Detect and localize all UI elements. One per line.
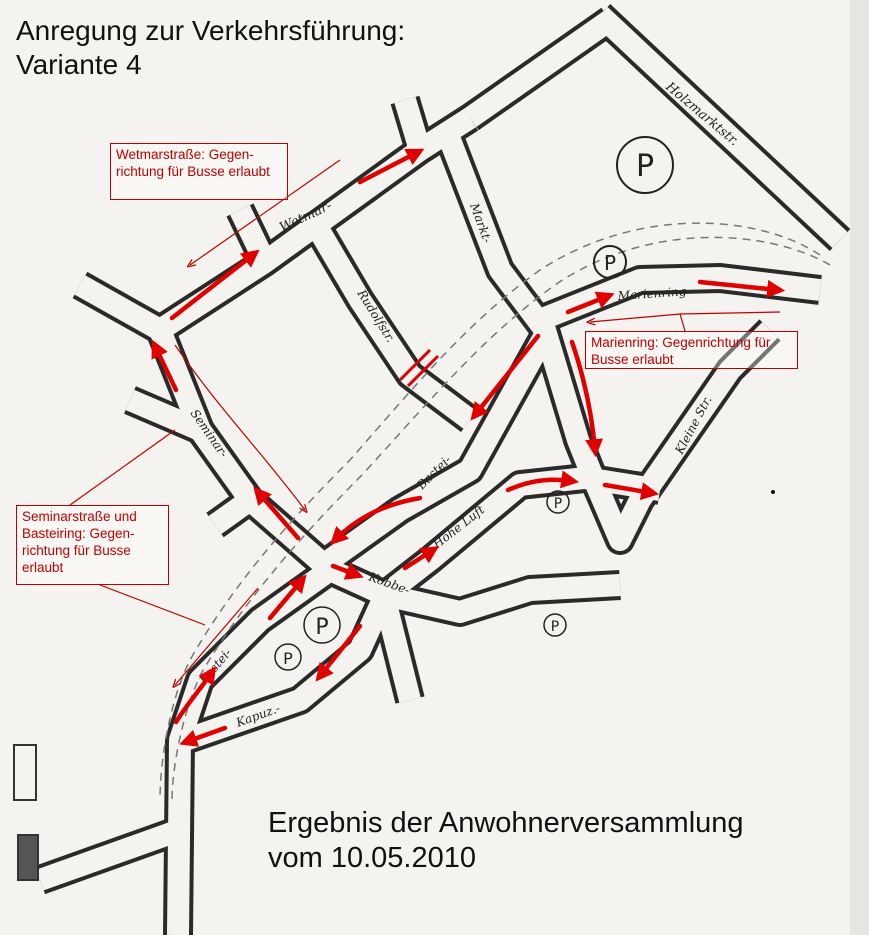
street-label-marien: Marienring — [617, 284, 687, 303]
street-label-hohe-luft: Hohe Luft — [430, 502, 488, 552]
parking-icon — [304, 607, 340, 643]
annotation-marien: Marienring: Gegenrichtung für Busse erlaubt — [585, 331, 798, 369]
paper-edge — [850, 0, 869, 935]
building-hatch — [14, 745, 38, 880]
parking-letter: P — [550, 619, 560, 635]
marien-leader — [680, 314, 685, 331]
parking-icon — [617, 137, 673, 193]
street-label-holzmarkt: Holzmarktstr. — [662, 79, 742, 150]
parking-icon — [594, 246, 626, 278]
parking-icon — [544, 614, 566, 636]
result-line2: vom 10.05.2010 — [268, 842, 476, 874]
street-label-wetmar: Wetmar- — [277, 198, 335, 236]
stray-dot — [771, 490, 775, 494]
street-label-bastei-upper: Bastei- — [414, 452, 454, 493]
street-label-koebbe: Kobbe- — [366, 569, 412, 598]
parking-letter: P — [283, 649, 293, 668]
street-label-bastei-lower: Bastei- — [196, 645, 235, 687]
map-title — [16, 14, 405, 82]
parking-letter: P — [315, 615, 329, 640]
street-label-rudolf: Rudolfstr. — [354, 287, 398, 345]
street-label-seminar: Seminar- — [187, 406, 231, 460]
annotation-seminar: Seminarstraße und Basteiring: Gegen-richtung für Busse erlaubt — [16, 505, 169, 585]
parking-letter: P — [603, 251, 617, 275]
seminar-leader-2 — [100, 585, 205, 625]
result-line1: Ergebnis der Anwohnerversammlung — [268, 807, 744, 839]
map-title-line2: Variante 4 — [16, 49, 142, 80]
result-caption — [268, 806, 744, 876]
parking-letter: P — [635, 149, 655, 184]
seminar-leader — [70, 430, 175, 505]
annotation-wetmar: Wetmarstraße: Gegen-richtung für Busse erlaubt — [110, 143, 288, 200]
map-title-line1: Anregung zur Verkehrsführung: — [16, 15, 406, 46]
street-label-kapuz: Kapuz.- — [234, 701, 283, 730]
street-label-markt: Markt- — [467, 201, 495, 245]
street-label-kleine: Kleine Str. — [672, 393, 715, 457]
parking-icon — [275, 644, 301, 670]
marien-bus-arrow — [590, 312, 780, 322]
parking-letter: P — [553, 496, 563, 512]
